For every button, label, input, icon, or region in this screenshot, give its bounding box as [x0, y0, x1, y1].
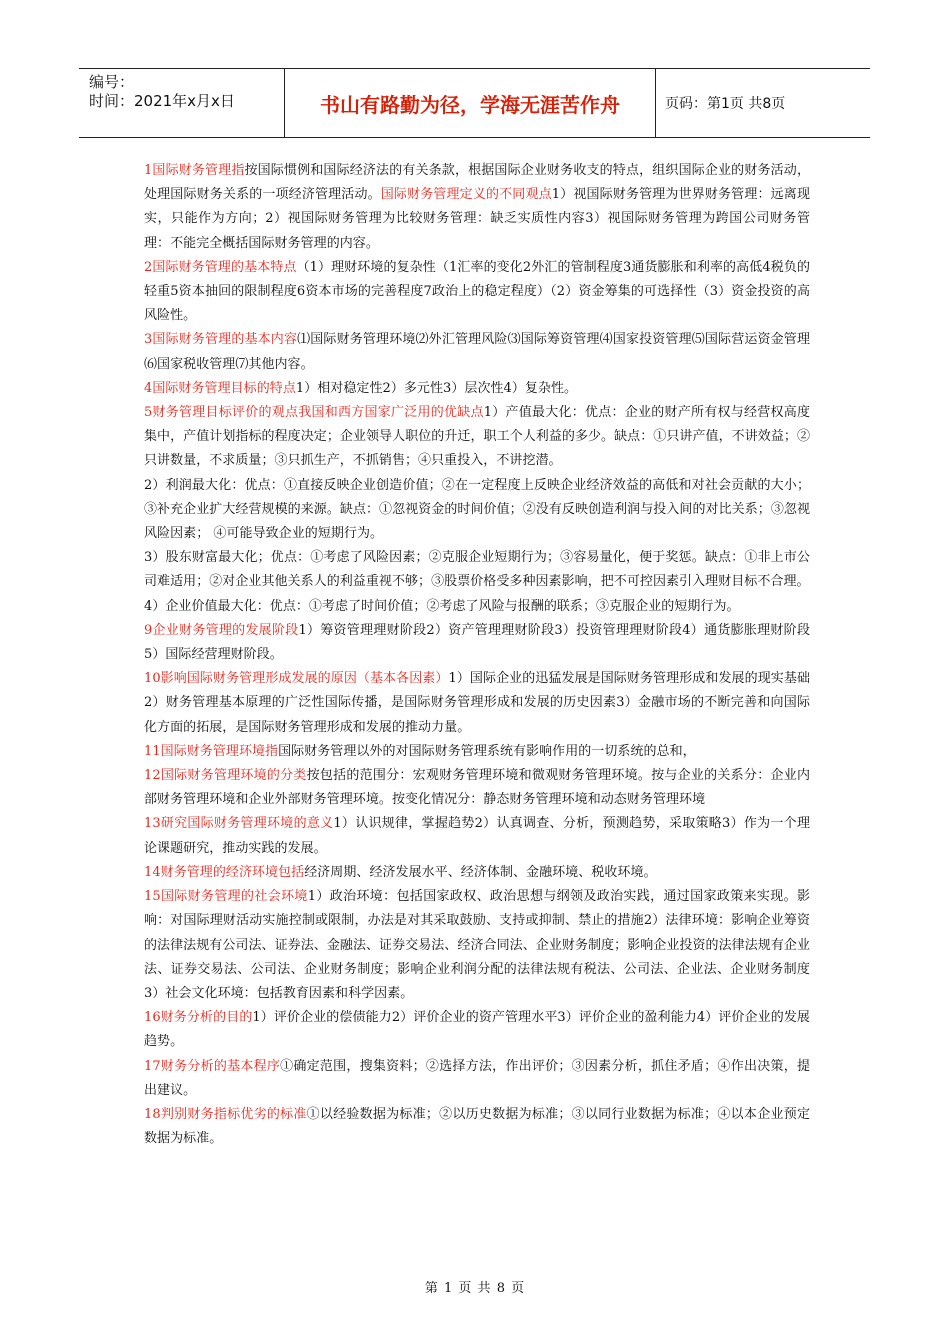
paragraph	[144, 885, 810, 1006]
paragraph-heading: 3国际财务管理的基本内容	[144, 332, 298, 348]
paragraph	[144, 377, 810, 401]
paragraph	[144, 1055, 810, 1103]
date-label: 时间：2021年x月x日	[89, 92, 235, 110]
paragraph-text: 1）筹资管理理财阶段2）资产管理理财阶段3）投资管理理财阶段4）通货膨胀理财阶段5）国际经营理财阶段。	[144, 622, 810, 663]
paragraph	[144, 740, 810, 764]
paragraph-heading: 13研究国际财务管理环境的意义	[144, 816, 334, 832]
paragraph-heading: 1国际财务管理指	[144, 163, 245, 178]
paragraph-heading: 17财务分析的基本程序	[144, 1058, 281, 1074]
paragraph	[144, 1006, 810, 1054]
paragraph-text: 经济周期、经济发展水平、经济体制、金融环境、税收环境。	[304, 864, 657, 880]
paragraph	[144, 861, 810, 885]
page-info: 页码：第1页 共8页	[665, 96, 786, 112]
paragraph-heading: 11国际财务管理环境指	[144, 743, 279, 759]
paragraph-text: 1）政治环境：包括国家政权、政治思想与纲领及政治实践，通过国家政策来实现。影响：对国际理财活动实施控制或限制，办法是对其采取鼓励、支持或抑制、禁止的措施2）法律环境：影响企业筹资的法律法规有公司法、证券法、金融法、证券交易法、经济合同法、企业财务制度；影响企业投资的法律法规有企业法、证券交易法、公司法、企业财务制度；影响企业利润分配的法律法规有税法、公司法、企业法、企业财务制度3）社会文化环境：包括教育因素和科学因素。	[144, 889, 810, 1001]
paragraph-heading: 国际财务管理定义的不同观点	[380, 187, 552, 203]
paragraph-text: ①以经验数据为标准；②以历史数据为标准；③以同行业数据为标准；④以本企业预定数据为标准。	[144, 1106, 810, 1147]
paragraph-heading: 15国际财务管理的社会环境	[144, 889, 308, 905]
paragraph-heading: 9企业财务管理的发展阶段	[144, 622, 299, 638]
paragraph-heading: 16财务分析的目的	[144, 1010, 253, 1026]
paragraph-text: 按包括的范围分：宏观财务管理环境和微观财务管理环境。按与企业的关系分：企业内部财务管理环境和企业外部财务管理环境。按变化情况分：静态财务管理环境和动态财务管理环境	[144, 768, 810, 808]
paragraph	[144, 812, 810, 860]
paragraph-text: 1）相对稳定性2）多元性3）层次性4）复杂性。	[295, 380, 578, 396]
paragraph-heading: 12国际财务管理环境的分类	[144, 768, 307, 784]
paragraph	[144, 328, 810, 376]
paragraph-heading: 5财务管理目标评价的观点我国和西方国家广泛用的优缺点	[144, 405, 484, 421]
paragraph-heading: 10影响国际财务管理形成发展的原因（基本各因素）	[144, 671, 449, 687]
paragraph-text: 1）视国际财务管理为世界财务管理：远离现实，只能作为方向；2）视国际财务管理为比较财务管理：缺乏实质性内容3）视国际财务管理为跨国公司财务管理：不能完全概括国际财务管理的内容。	[144, 187, 810, 251]
paragraph	[144, 546, 810, 594]
paragraph	[144, 1103, 810, 1151]
paragraph-text: 2）利润最大化：优点：①直接反映企业创造价值；②在一定程度上反映企业经济效益的高低和对社会贡献的大小；③补充企业扩大经营规模的来源。缺点：①忽视资金的时间价值；②没有反映创造利润与投入间的对比关系；③忽视风险因素； ④可能导致企业的短期行为。	[144, 477, 810, 542]
paragraph-heading: 18判别财务指标优劣的标准	[144, 1106, 307, 1122]
paragraph-heading: 14财务管理的经济环境包括	[144, 864, 305, 880]
page-header	[79, 68, 870, 138]
paragraph-text: 4）企业价值最大化：优点：①考虑了时间价值；②考虑了风险与报酬的联系；③克服企业的短期行为。	[144, 598, 740, 614]
number-label: 编号：	[89, 73, 135, 91]
paragraph-text: 按国际惯例和国际经济法的有关条款，根据国际企业财务收支的特点，组织国际企业的财务活动，处理国际财务关系的一项经济管理活动。	[144, 163, 810, 203]
paragraph	[144, 595, 810, 619]
paragraph-text: （1）理财环境的复杂性（1汇率的变化2外汇的管制程度3通货膨胀和利率的高低4税负的轻重5资本抽回的限制程度6资本市场的完善程度7政治上的稳定程度）（2）资金筹集的可选择性（3）资金投资的高风险性。	[144, 259, 810, 324]
paragraph-text: 1）认识规律，掌握趋势2）认真调查、分析，预测趋势，采取策略3）作为一个理论课题研究，推动实践的发展。	[144, 816, 810, 856]
paragraph-text: 1）评价企业的偿债能力2）评价企业的资产管理水平3）评价企业的盈利能力4）评价企业的发展趋势。	[144, 1010, 810, 1050]
paragraph	[144, 667, 810, 740]
paragraph-text: 1）国际企业的迅猛发展是国际财务管理形成和发展的现实基础2）财务管理基本原理的广泛性国际传播，是国际财务管理形成和发展的历史因素3）金融市场的不断完善和向国际化方面的拓展，是国际财务管理形成和发展的推动力量。	[144, 671, 810, 735]
paragraph-text: 国际财务管理以外的对国际财务管理系统有影响作用的一切系统的总和，	[278, 743, 696, 759]
paragraph-text: ①确定范围，搜集资料；②选择方法，作出评价；③因素分析，抓住矛盾；④作出决策，提出建议。	[144, 1058, 810, 1098]
paragraph	[144, 474, 810, 547]
document-body	[144, 159, 810, 1151]
paragraph	[144, 764, 810, 812]
header-info	[79, 69, 285, 137]
paragraph-heading: 2国际财务管理的基本特点	[144, 259, 297, 275]
page-footer: 第 1 页 共 8 页	[424, 1281, 526, 1296]
motto: 书山有路勤为径，学海无涯苦作舟	[285, 69, 656, 137]
paragraph-text: ⑴国际财务管理环境⑵外汇管理风险⑶国际筹资管理⑷国家投资管理⑸国际营运资金管理⑹国家税收管理⑺其他内容。	[144, 332, 811, 372]
paragraph	[144, 401, 810, 474]
paragraph	[144, 619, 810, 667]
paragraph	[144, 256, 810, 329]
paragraph	[144, 159, 810, 256]
paragraph-heading: 4国际财务管理目标的特点	[144, 380, 296, 396]
paragraph-text: 3）股东财富最大化；优点：①考虑了风险因素；②克服企业短期行为；③容易量化，便于奖惩。缺点：①非上市公司难适用；②对企业其他关系人的利益重视不够；③股票价格受多种因素影响，把不可控因素引入理财目标不合理。	[144, 550, 810, 590]
paragraph-text: 1）产值最大化：优点：企业的财产所有权与经营权高度集中，产值计划指标的程度决定；企业领导人职位的升迁，职工个人利益的多少。缺点：①只讲产值，不讲效益；②只讲数量，不求质量；③只抓生产，不抓销售；④只重投入，不讲挖潜。	[144, 405, 810, 469]
